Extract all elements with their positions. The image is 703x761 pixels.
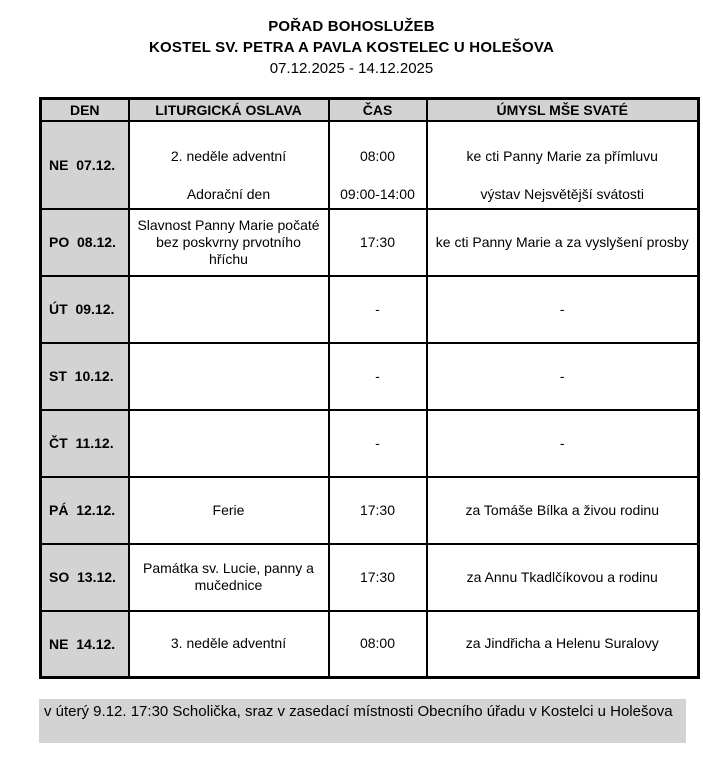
document-header <box>0 0 703 79</box>
oslava-stack <box>136 124 322 206</box>
table-row <box>41 343 699 410</box>
schedule-table <box>39 97 700 679</box>
day-cell: SO 13.12. <box>41 544 129 611</box>
umysl-cell: - <box>427 410 699 477</box>
umysl-cell: za Jindřicha a Helenu Suralovy <box>427 611 699 678</box>
table-row <box>41 477 699 544</box>
umysl-cell: ke cti Panny Marie a za vyslyšení prosby <box>427 209 699 276</box>
oslava-line-2: Adorační den <box>186 185 271 202</box>
cas-cell: 17:30 <box>329 209 427 276</box>
oslava-cell <box>129 121 329 209</box>
table-row <box>41 209 699 276</box>
cas-cell: 08:00 <box>329 611 427 678</box>
table-row <box>41 544 699 611</box>
table-row <box>41 121 699 209</box>
day-cell: NE 14.12. <box>41 611 129 678</box>
cas-cell: - <box>329 343 427 410</box>
day-cell: ÚT 09.12. <box>41 276 129 343</box>
umysl-line-1: ke cti Panny Marie za přímluvu <box>466 147 658 164</box>
umysl-cell <box>427 121 699 209</box>
cas-line-2: 09:00-14:00 <box>340 185 415 202</box>
oslava-cell: Ferie <box>129 477 329 544</box>
table-row <box>41 410 699 477</box>
oslava-cell <box>129 276 329 343</box>
cas-stack <box>336 124 420 206</box>
cas-cell: 17:30 <box>329 477 427 544</box>
oslava-cell: Památka sv. Lucie, panny a mučednice <box>129 544 329 611</box>
cas-cell: - <box>329 276 427 343</box>
page-title: POŘAD BOHOSLUŽEB <box>268 18 435 35</box>
cas-cell: - <box>329 410 427 477</box>
day-cell: PO 08.12. <box>41 209 129 276</box>
oslava-cell: Slavnost Panny Marie počaté bez poskvrny prvotního hříchu <box>129 209 329 276</box>
table-row <box>41 276 699 343</box>
col-header-den: DEN <box>41 99 129 121</box>
oslava-cell: 3. neděle adventní <box>129 611 329 678</box>
cas-cell <box>329 121 427 209</box>
umysl-stack <box>434 124 692 206</box>
church-name: KOSTEL SV. PETRA A PAVLA KOSTELEC U HOLEŠOVA <box>149 39 554 56</box>
col-header-umysl: ÚMYSL MŠE SVATÉ <box>427 99 699 121</box>
table-header-row <box>41 99 699 121</box>
table-row <box>41 611 699 678</box>
day-cell: ST 10.12. <box>41 343 129 410</box>
footer-note: v úterý 9.12. 17:30 Scholička, sraz v zasedací místnosti Obecního úřadu v Kostelci u Holešova <box>39 699 686 743</box>
cas-line-1: 08:00 <box>359 147 396 164</box>
umysl-cell: za Tomáše Bílka a živou rodinu <box>427 477 699 544</box>
day-cell: ČT 11.12. <box>41 410 129 477</box>
oslava-cell <box>129 410 329 477</box>
oslava-line-1: 2. neděle adventní <box>170 147 287 164</box>
col-header-liturgicka-oslava: LITURGICKÁ OSLAVA <box>129 99 329 121</box>
umysl-cell: - <box>427 343 699 410</box>
umysl-cell: za Annu Tkadlčíkovou a rodinu <box>427 544 699 611</box>
umysl-cell: - <box>427 276 699 343</box>
date-range: 07.12.2025 - 14.12.2025 <box>269 60 434 77</box>
day-cell: NE 07.12. <box>41 121 129 209</box>
cas-cell: 17:30 <box>329 544 427 611</box>
oslava-cell <box>129 343 329 410</box>
umysl-line-2: výstav Nejsvětější svátosti <box>480 185 644 202</box>
day-cell: PÁ 12.12. <box>41 477 129 544</box>
col-header-cas: ČAS <box>329 99 427 121</box>
